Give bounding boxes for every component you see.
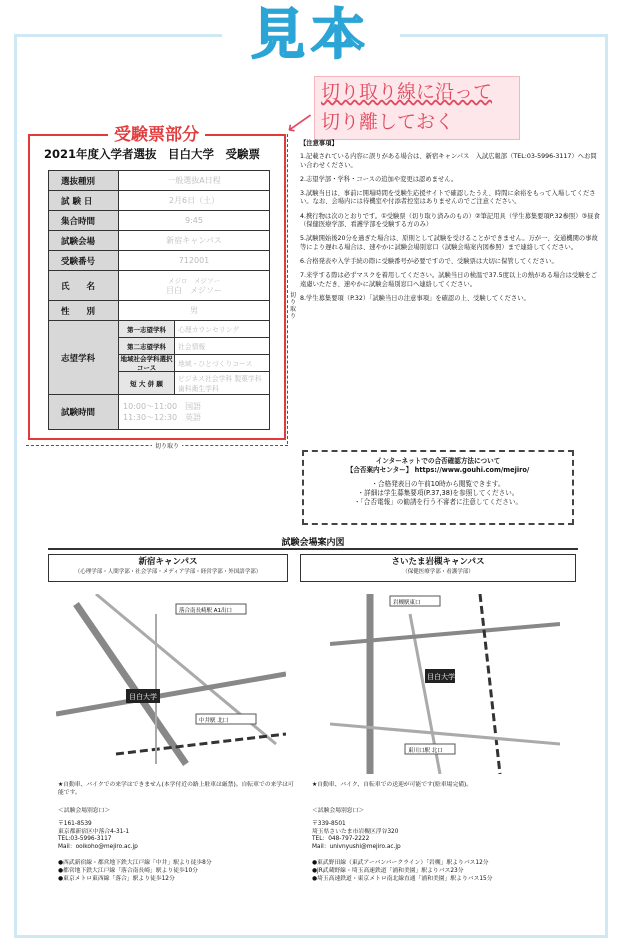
ticket-table xyxy=(48,170,270,430)
campus-box-left: 新宿キャンパス （心理学部・人間学部・社会学部・メディア学部・経営学部・外国語学部） xyxy=(48,554,288,582)
net-url: 【合否案内センター】 https://www.gouhi.com/mejiro/ xyxy=(346,466,530,474)
net-title: インターネットでの合否確認方法について xyxy=(375,457,501,465)
callout-line-1: 切り取り線に沿って xyxy=(321,81,493,103)
notes-title: 【注意事項】 xyxy=(300,140,338,147)
table-row: 集合時間 9:45 xyxy=(49,211,269,231)
table-row: 氏 名 メジロ メジソー 目白 メジソー xyxy=(49,271,269,301)
table-row: 性 別 男 xyxy=(49,301,269,321)
cut-instruction-callout xyxy=(314,76,520,140)
cut-label-side: 切り取り xyxy=(290,292,297,320)
note-item: 7.来学する際は必ずマスクを着用してください。試験当日の検温で37.5度以上の熱がある場合は受験をご遠慮いただき、速やかに試験会場別窓口へ連絡してください。 xyxy=(300,272,598,288)
exam-ticket xyxy=(28,134,286,440)
arrow-icon: ⟵ xyxy=(280,103,318,141)
table-row: 受験番号 712001 xyxy=(49,251,269,271)
note-item: 4.携行物は次のとおりです。①受験票（切り取り済みのもの）②筆記用具（学生募集要項P.32参照）③昼食（保健医療学部、看護学部を受験する方のみ） xyxy=(300,212,600,229)
station-label: 岩槻駅東口 xyxy=(393,600,421,606)
station-label: 中井駅 北口 xyxy=(199,718,229,724)
map-label: 目白大学 xyxy=(129,693,157,701)
note-right: ★自動車、バイク、自転車での送迎が可能です(駐車場完備)。 xyxy=(312,782,473,788)
callout-line-2: 切り離しておく xyxy=(321,111,455,133)
contact-left: ＜試験会場別窓口＞ 〒161-8539 東京都新宿区中落合4-31-1 TEL:03-5996-3117 Mail：ooikoho@mejiro.ac.jp ●西武新宿線・都営地下鉄大江戸線「中井」駅より徒歩8分 ●都営地下鉄大江戸線「落合南長崎」駅より徒歩10分 ●東京メトロ東西線「落合」駅より徒歩12分 xyxy=(58,808,212,882)
note-item: 5.試験開始後20分を過ぎた場合は、原則として試験を受けることができません。万が一、交通機関の事故等により遅れる場合は、速やかに試験会場別窓口（試験会場案内図参照）まで連絡してください。 xyxy=(300,235,598,251)
cut-label-bottom: 切り取り xyxy=(152,441,182,450)
iwatsuki-map xyxy=(330,594,560,774)
name-value: 目白 メジソー xyxy=(166,285,222,295)
note-item: 6.合格発表や入学手続の際に受験番号が必要ですので、受験票は大切に保管してください。 xyxy=(300,257,558,265)
time-row: 試験時間 10:00～11:00 国語 11:30～12:30 英語 xyxy=(49,395,269,429)
table-row: 試 験 日 2月6日（土） xyxy=(49,191,269,211)
station-label: 落合南長崎駅 A1出口 xyxy=(179,608,233,614)
name-kana: メジロ メジソー xyxy=(168,276,220,285)
table-row: 選抜種別 一般選抜A日程 xyxy=(49,171,269,191)
contact-right: ＜試験会場別窓口＞ 〒339-8501 埼玉県さいたま市岩槻区浮谷320 TEL：048-797-2222 Mail：univnyushi@mejiro.ac.jp ●東武野田線（東武アーバンパークライン）「岩槻」駅よりバス12分 ●JR武蔵野線・埼玉高速鉄道「浦和美園」駅よりバス23分 ●埼玉高速鉄道・東京メトロ南北線直通「浦和美園」駅よりバス15分 xyxy=(312,808,493,882)
cut-line-vertical xyxy=(287,134,288,444)
note-item: 3.試験当日は、事前に開場時間を受験生応援サイトで確認したうえ、時間に余裕をもって入場してください。なお、会場内には待機室や付添者控室はありませんのでご注意ください。 xyxy=(300,190,596,206)
map-label: 目白大学 xyxy=(427,673,455,681)
note-left: ★自動車、バイクでの来学はできません(本学付近の路上駐車は厳禁)。自転車での来学は可能です。 xyxy=(58,782,294,796)
notes-section xyxy=(300,140,600,309)
shinjuku-map xyxy=(56,594,286,774)
ticket-section-label: 受験票部分 xyxy=(108,120,205,145)
note-item: 1.記載されている内容に誤りがある場合は、新宿キャンパス 入試広報部（TEL:03-5996-3117）へお問い合わせください。 xyxy=(300,153,597,169)
internet-result-box: インターネットでの合否確認方法について 【合否案内センター】 https://www.gouhi.com/mejiro/ ・合格発表日の午前10時から閲覧できます。 ・詳細は学生募集要項(P.37,38)を参照してください。 ・「合否電報」の勧誘を行う不審者に注意してください。 xyxy=(302,450,574,525)
table-row: 試験会場 新宿キャンパス xyxy=(49,231,269,251)
campus-box-right: さいたま岩槻キャンパス （保健医療学部・看護学部） xyxy=(300,554,576,582)
note-item: 8.学生募集要項（P.32）「試験当日の注意事項」を確認の上、受験してください。 xyxy=(300,294,530,302)
station-label: 東川口駅 北口 xyxy=(408,748,443,754)
note-item: 2.志望学部・学科・コースの追加や変更は認めません。 xyxy=(300,175,458,183)
watermark-title: 見本 xyxy=(222,2,400,68)
dept-row: 志望学科 第一志望学科 心理カウンセリング 第二志望学科 社会情報 地域社会学科選択コース 地域・ひとづくりコース 短 大 併 願 ビジネス社会学科 製菓学科 歯科衛生学科 xyxy=(49,321,269,395)
map-section-title: 試験会場案内図 xyxy=(48,535,578,550)
ticket-title: 2021年度入学者選抜 目白大学 受験票 xyxy=(44,147,261,161)
